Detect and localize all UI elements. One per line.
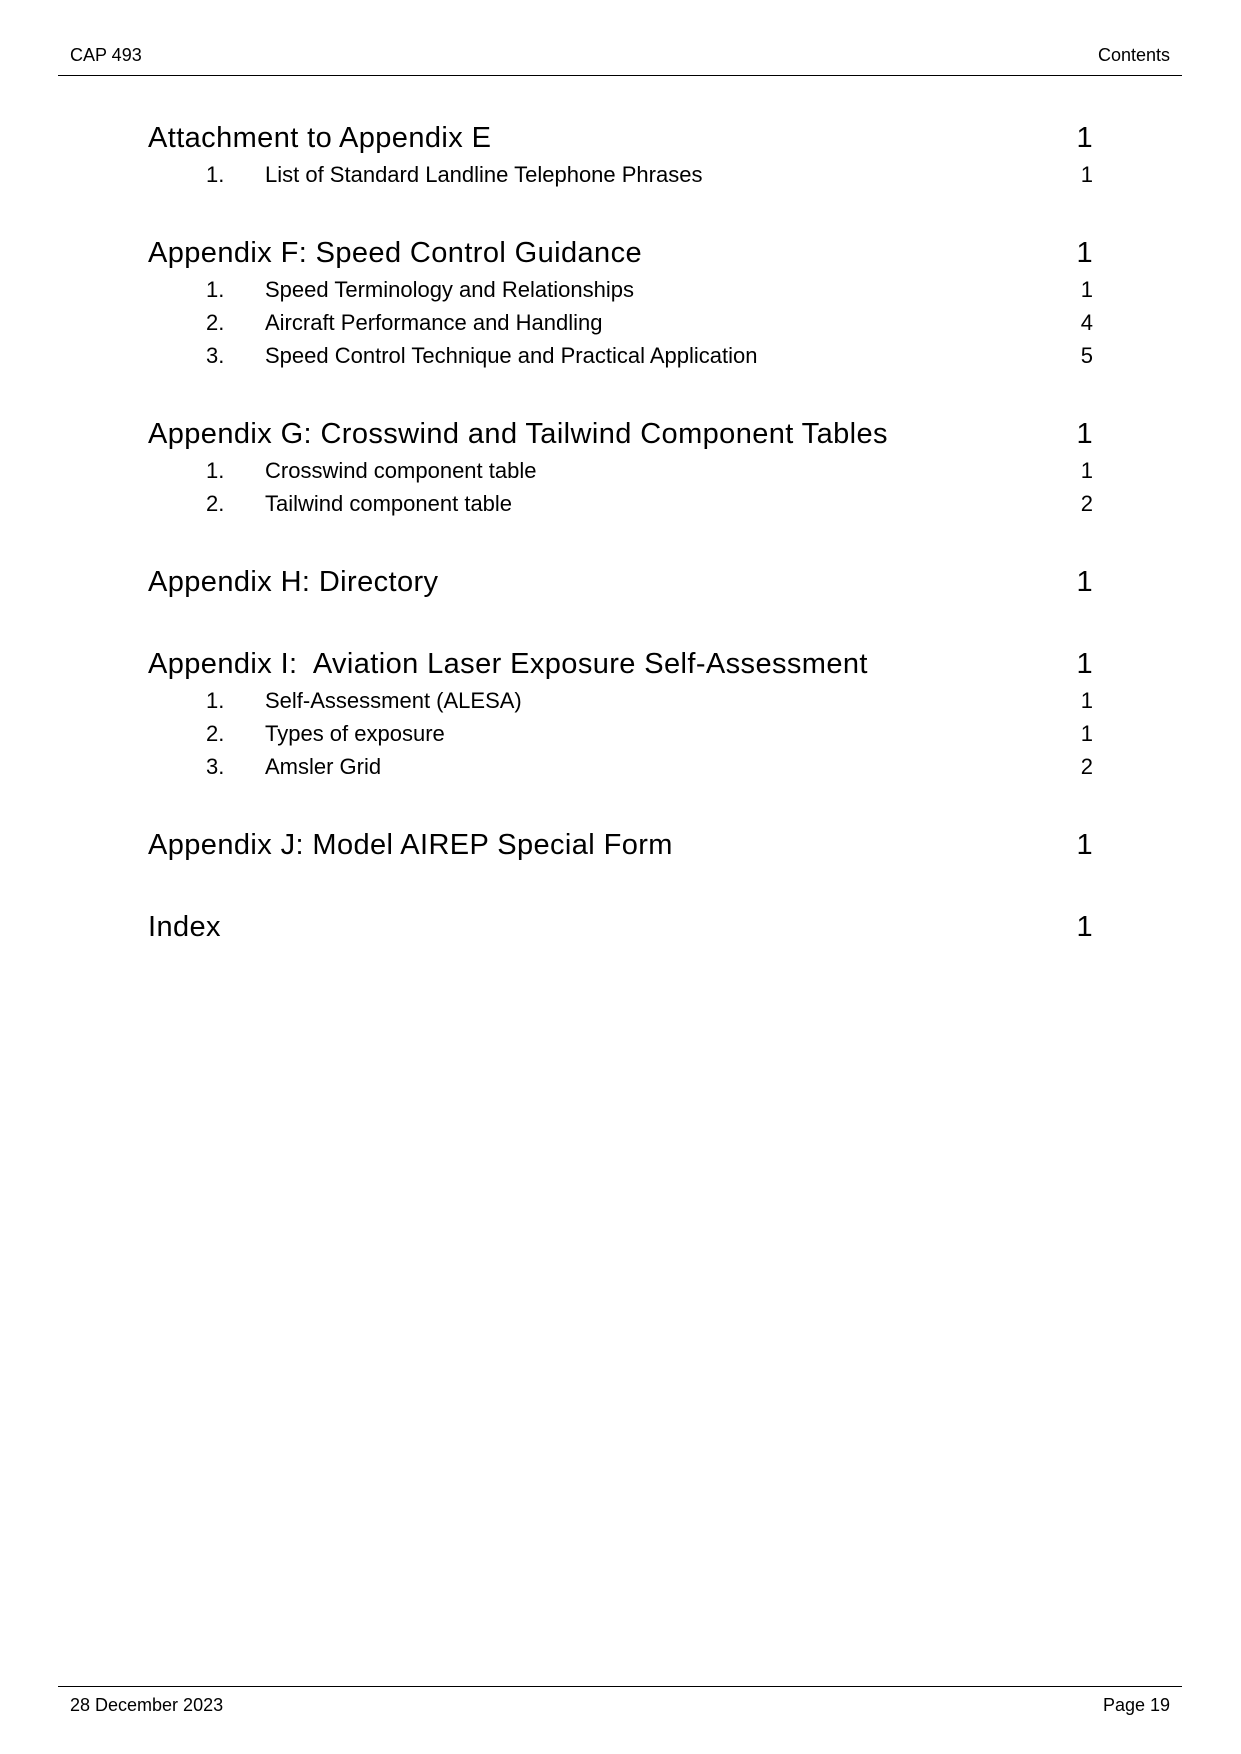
toc-entry-number: 1. xyxy=(206,688,225,713)
toc-section-title: Index xyxy=(148,911,221,943)
page-header xyxy=(58,45,1182,69)
toc-entry-number: 3. xyxy=(206,754,225,779)
toc-entry[interactable] xyxy=(148,158,1093,191)
toc-entry-page: 5 xyxy=(1080,343,1093,368)
toc-section-page: 1 xyxy=(1076,418,1093,450)
toc-entry-label: Self-Assessment (ALESA) xyxy=(265,688,522,713)
toc-entry-number: 1. xyxy=(206,162,225,187)
toc-entry-number: 2. xyxy=(206,721,225,746)
toc-section-page: 1 xyxy=(1076,829,1093,861)
toc-section-heading[interactable] xyxy=(148,562,1093,602)
toc-entry[interactable] xyxy=(148,717,1093,750)
toc-section-title: Appendix G: Crosswind and Tailwind Component Tables xyxy=(148,418,888,450)
toc-section xyxy=(148,414,1093,520)
toc-entry-label: Speed Control Technique and Practical Application xyxy=(265,343,758,368)
toc-entry-number: 2. xyxy=(206,491,225,516)
page-footer xyxy=(58,1695,1182,1719)
toc-entry-page: 2 xyxy=(1080,754,1093,779)
toc-section-title: Appendix J: Model AIREP Special Form xyxy=(148,829,673,861)
toc-section-title: Attachment to Appendix E xyxy=(148,122,492,154)
toc-section-heading[interactable] xyxy=(148,825,1093,865)
toc-section xyxy=(148,825,1093,865)
toc-entry-page: 1 xyxy=(1080,277,1093,302)
toc-entry-label: Amsler Grid xyxy=(265,754,382,779)
toc-entry[interactable] xyxy=(148,684,1093,717)
toc-entry-page: 2 xyxy=(1080,491,1093,516)
document-id: CAP 493 xyxy=(70,45,142,65)
toc-section-page: 1 xyxy=(1076,122,1093,154)
toc-section-page: 1 xyxy=(1076,911,1093,943)
toc-entry-page: 1 xyxy=(1080,721,1093,746)
toc-section-heading[interactable] xyxy=(148,907,1093,947)
toc-entry-label: Tailwind component table xyxy=(265,491,513,516)
toc-entry-label: Types of exposure xyxy=(265,721,445,746)
toc-entry-label: Aircraft Performance and Handling xyxy=(265,310,603,335)
toc-section xyxy=(148,118,1093,191)
toc-section xyxy=(148,644,1093,783)
toc-entry[interactable] xyxy=(148,339,1093,372)
toc-entry-number: 1. xyxy=(206,458,225,483)
toc-entry[interactable] xyxy=(148,273,1093,306)
toc-entry-number: 1. xyxy=(206,277,225,302)
footer-page-number: Page 19 xyxy=(1102,1695,1170,1715)
toc-section-title: Appendix I: Aviation Laser Exposure Self-Assessment xyxy=(148,648,868,680)
toc-section xyxy=(148,233,1093,372)
toc-section xyxy=(148,562,1093,602)
header-rule xyxy=(58,75,1182,76)
toc-entry[interactable] xyxy=(148,454,1093,487)
toc-entry-number: 3. xyxy=(206,343,225,368)
toc-section-page: 1 xyxy=(1076,566,1093,598)
toc-entry[interactable] xyxy=(148,306,1093,339)
footer-rule xyxy=(58,1686,1182,1687)
toc-entry[interactable] xyxy=(148,750,1093,783)
toc-entry-label: Speed Terminology and Relationships xyxy=(265,277,634,302)
toc-section-page: 1 xyxy=(1076,237,1093,269)
toc-section xyxy=(148,907,1093,947)
toc-entry-label: List of Standard Landline Telephone Phrases xyxy=(265,162,703,187)
toc-entry-label: Crosswind component table xyxy=(265,458,537,483)
toc-entry-page: 4 xyxy=(1080,310,1093,335)
toc-entry[interactable] xyxy=(148,487,1093,520)
toc-section-heading[interactable] xyxy=(148,414,1093,454)
header-section-title: Contents xyxy=(1097,45,1170,65)
toc-entry-page: 1 xyxy=(1080,458,1093,483)
table-of-contents xyxy=(148,118,1093,989)
toc-section-page: 1 xyxy=(1076,648,1093,680)
toc-section-heading[interactable] xyxy=(148,644,1093,684)
toc-section-title: Appendix F: Speed Control Guidance xyxy=(148,237,643,269)
toc-entry-number: 2. xyxy=(206,310,225,335)
toc-section-heading[interactable] xyxy=(148,233,1093,273)
toc-section-title: Appendix H: Directory xyxy=(148,566,439,598)
toc-entry-page: 1 xyxy=(1080,688,1093,713)
toc-section-heading[interactable] xyxy=(148,118,1093,158)
footer-date: 28 December 2023 xyxy=(70,1695,224,1715)
toc-entry-page: 1 xyxy=(1080,162,1093,187)
